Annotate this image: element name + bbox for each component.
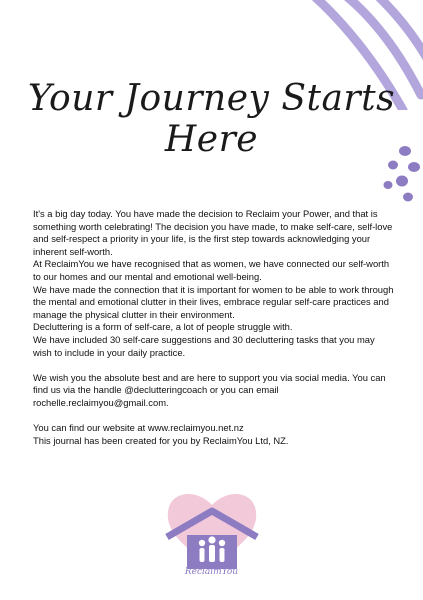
paragraph-recognition: At ReclaimYou we have recognised that as women, we have connected our self-worth to our homes and our mental and emotional well-being.	[33, 258, 390, 282]
logo-text: ReclaimYou	[184, 567, 239, 577]
paragraph-included: We have included 30 self-care suggestions and 30 decluttering tasks that you may wish to include in your daily practice.	[33, 333, 375, 358]
paragraph-decluttering: Decluttering is a form of self-care, a lot of people struggle with.	[33, 321, 293, 333]
paragraph-support: We wish you the absolute best and are here to support you via social media. You can find us via the handle @declutteringcoach or you can email rochelle.reclaimyou@gmail.com.	[33, 371, 386, 408]
paragraph-website: You can find our website at www.reclaimyou.net.nz	[33, 422, 244, 434]
body-text	[33, 208, 395, 447]
page-title: Your Journey Starts Here	[27, 78, 396, 160]
spacer	[33, 410, 395, 423]
paragraph-intro: It's a big day today. You have made the decision to Reclaim your Power, and that is something worth celebrating! The decision you have made, to make self-care, self-love and self-respect a priority in your life, is the first step towards acknowledging your inherent self-worth.	[33, 208, 393, 257]
paragraph-connection: We have made the connection that it is important for women to be able to work through the mental and emotional clutter in their lives, embrace regular self-care practices and manage the physical clutter in their environment.	[33, 283, 394, 320]
spacer	[33, 359, 395, 372]
paragraph-credit: This journal has been created for you by ReclaimYou Ltd, NZ.	[33, 434, 289, 446]
